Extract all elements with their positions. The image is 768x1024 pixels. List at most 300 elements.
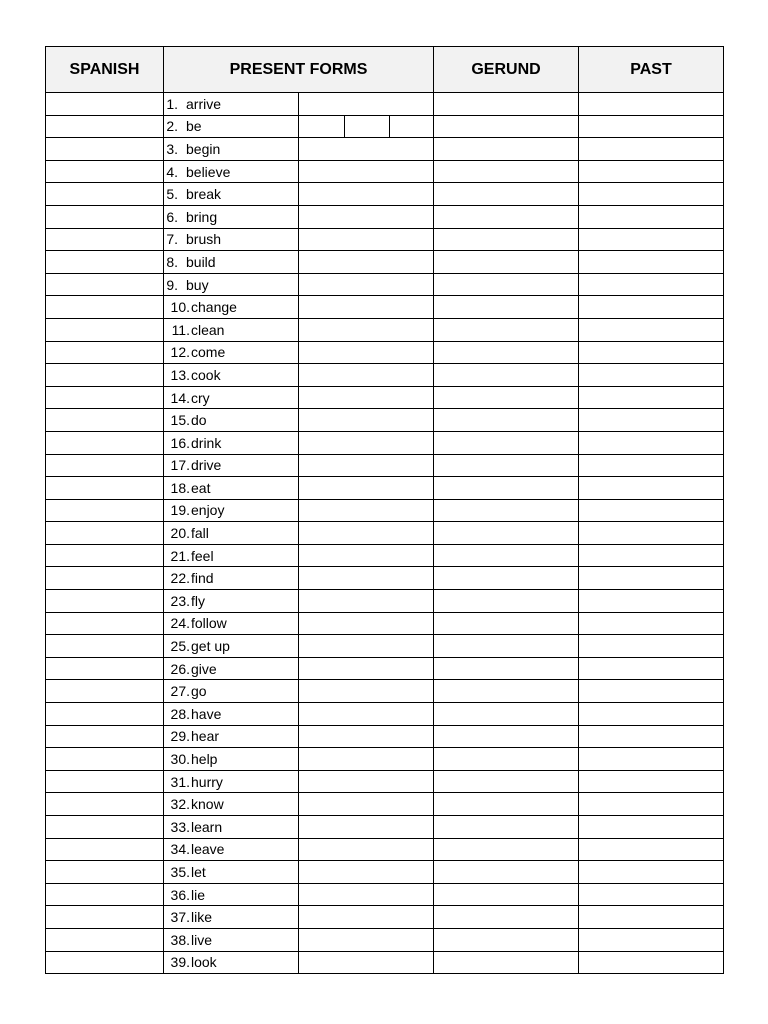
past-answer-cell[interactable]	[579, 657, 724, 680]
verb-cell	[164, 409, 299, 432]
present-form-answer-cell[interactable]	[299, 883, 434, 906]
spanish-answer-cell[interactable]	[46, 273, 164, 296]
verb-cell	[164, 160, 299, 183]
verb-cell	[164, 703, 299, 726]
gerund-answer-cell[interactable]	[434, 861, 579, 884]
verb-word: lie	[191, 886, 206, 903]
spanish-answer-cell[interactable]	[46, 951, 164, 974]
gerund-answer-cell[interactable]	[434, 251, 579, 274]
verb-cell	[164, 296, 299, 319]
verb-number: 14.	[170, 389, 190, 406]
spanish-answer-cell[interactable]	[46, 567, 164, 590]
present-form-answer-cell[interactable]	[299, 499, 434, 522]
present-form-answer-cell[interactable]	[299, 657, 434, 680]
present-form-answer-cell[interactable]	[299, 861, 434, 884]
verb-word: give	[191, 660, 217, 677]
verb-cell	[164, 477, 299, 500]
table-row	[46, 138, 724, 161]
present-form-answer-cell[interactable]	[299, 635, 434, 658]
verb-word: know	[191, 796, 224, 813]
gerund-answer-cell[interactable]	[434, 883, 579, 906]
table-row	[46, 522, 724, 545]
verb-number: 20.	[170, 525, 190, 542]
table-row	[46, 364, 724, 387]
spanish-answer-cell[interactable]	[46, 160, 164, 183]
verb-word: live	[191, 931, 213, 948]
spanish-answer-cell[interactable]	[46, 205, 164, 228]
verb-word: look	[191, 954, 217, 971]
spanish-answer-cell[interactable]	[46, 341, 164, 364]
table-row	[46, 115, 724, 138]
present-form-answer-cell[interactable]	[299, 318, 434, 341]
present-form-answer-cell[interactable]	[299, 748, 434, 771]
gerund-answer-cell[interactable]	[434, 409, 579, 432]
table-row	[46, 183, 724, 206]
verb-word: do	[191, 412, 207, 429]
verb-cell	[164, 635, 299, 658]
past-answer-cell[interactable]	[579, 816, 724, 839]
verb-number: 5.	[166, 186, 178, 203]
verb-number: 13.	[170, 366, 190, 383]
verb-cell	[164, 657, 299, 680]
verb-cell	[164, 725, 299, 748]
verb-number: 24.	[170, 615, 190, 632]
spanish-answer-cell[interactable]	[46, 386, 164, 409]
gerund-answer-cell[interactable]	[434, 454, 579, 477]
spanish-answer-cell[interactable]	[46, 635, 164, 658]
header-row	[46, 47, 724, 93]
gerund-answer-cell[interactable]	[434, 906, 579, 929]
spanish-answer-cell[interactable]	[46, 115, 164, 138]
past-answer-cell[interactable]	[579, 205, 724, 228]
table-row	[46, 409, 724, 432]
verb-number: 11.	[171, 321, 190, 338]
past-answer-cell[interactable]	[579, 906, 724, 929]
gerund-answer-cell[interactable]	[434, 951, 579, 974]
spanish-answer-cell[interactable]	[46, 183, 164, 206]
spanish-answer-cell[interactable]	[46, 928, 164, 951]
past-answer-cell[interactable]	[579, 951, 724, 974]
verb-number: 28.	[170, 705, 190, 722]
verb-cell	[164, 138, 299, 161]
present-form-answer-cell[interactable]	[299, 567, 434, 590]
spanish-answer-cell[interactable]	[46, 499, 164, 522]
spanish-answer-cell[interactable]	[46, 680, 164, 703]
past-answer-cell[interactable]	[579, 409, 724, 432]
gerund-answer-cell[interactable]	[434, 386, 579, 409]
table-row	[46, 838, 724, 861]
verb-word: cook	[191, 366, 221, 383]
table-row	[46, 951, 724, 974]
present-form-answer-cell[interactable]	[299, 205, 434, 228]
present-form-answer-cell[interactable]	[299, 770, 434, 793]
table-row	[46, 725, 724, 748]
gerund-answer-cell[interactable]	[434, 928, 579, 951]
verb-number: 22.	[170, 570, 190, 587]
past-answer-cell[interactable]	[579, 635, 724, 658]
verb-number: 39.	[170, 954, 190, 971]
verb-cell	[164, 612, 299, 635]
verb-cell	[164, 273, 299, 296]
verb-word: go	[191, 683, 207, 700]
present-form-answer-cell[interactable]	[299, 409, 434, 432]
verb-cell	[164, 318, 299, 341]
verb-number: 38.	[170, 931, 190, 948]
verb-cell	[164, 838, 299, 861]
gerund-answer-cell[interactable]	[434, 567, 579, 590]
verb-number: 25.	[170, 638, 190, 655]
past-answer-cell[interactable]	[579, 861, 724, 884]
spanish-answer-cell[interactable]	[46, 770, 164, 793]
verb-number: 21.	[170, 547, 190, 564]
verb-word: enjoy	[191, 502, 225, 519]
verb-number: 26.	[170, 660, 190, 677]
present-form-answer-cell[interactable]	[299, 138, 434, 161]
verb-cell	[164, 205, 299, 228]
verb-cell	[164, 544, 299, 567]
gerund-answer-cell[interactable]	[434, 770, 579, 793]
past-answer-cell[interactable]	[579, 386, 724, 409]
past-answer-cell[interactable]	[579, 364, 724, 387]
verb-word: clean	[191, 321, 225, 338]
header-spanish: SPANISH	[46, 47, 164, 93]
spanish-answer-cell[interactable]	[46, 138, 164, 161]
past-answer-cell[interactable]	[579, 454, 724, 477]
spanish-answer-cell[interactable]	[46, 838, 164, 861]
spanish-answer-cell[interactable]	[46, 477, 164, 500]
verb-number: 37.	[170, 909, 190, 926]
table-row	[46, 816, 724, 839]
verb-cell	[164, 883, 299, 906]
table-row	[46, 477, 724, 500]
past-answer-cell[interactable]	[579, 928, 724, 951]
table-row	[46, 906, 724, 929]
gerund-answer-cell[interactable]	[434, 160, 579, 183]
gerund-answer-cell[interactable]	[434, 838, 579, 861]
past-answer-cell[interactable]	[579, 838, 724, 861]
verb-word: arrive	[186, 95, 222, 112]
present-form-answer-cell[interactable]	[299, 951, 434, 974]
past-answer-cell[interactable]	[579, 793, 724, 816]
table-row	[46, 883, 724, 906]
gerund-answer-cell[interactable]	[434, 341, 579, 364]
present-form-answer-cell[interactable]	[299, 431, 434, 454]
gerund-answer-cell[interactable]	[434, 748, 579, 771]
spanish-answer-cell[interactable]	[46, 906, 164, 929]
verb-word: hurry	[191, 773, 223, 790]
present-form-answer-cell[interactable]	[299, 341, 434, 364]
verb-number: 17.	[170, 457, 190, 474]
table-row	[46, 160, 724, 183]
verb-word: learn	[191, 818, 223, 835]
verb-number: 15.	[170, 412, 190, 429]
gerund-answer-cell[interactable]	[434, 544, 579, 567]
table-row	[46, 296, 724, 319]
present-form-answer-cell[interactable]	[299, 273, 434, 296]
verb-word: fall	[191, 525, 209, 542]
past-answer-cell[interactable]	[579, 522, 724, 545]
spanish-answer-cell[interactable]	[46, 296, 164, 319]
gerund-answer-cell[interactable]	[434, 296, 579, 319]
past-answer-cell[interactable]	[579, 183, 724, 206]
cell-divider	[389, 116, 390, 138]
present-form-answer-cell[interactable]	[299, 93, 434, 116]
present-form-answer-cell[interactable]	[299, 816, 434, 839]
past-answer-cell[interactable]	[579, 612, 724, 635]
past-answer-cell[interactable]	[579, 680, 724, 703]
verb-number: 3.	[166, 140, 178, 157]
verb-cell	[164, 454, 299, 477]
past-answer-cell[interactable]	[579, 477, 724, 500]
verb-cell	[164, 431, 299, 454]
table-row	[46, 657, 724, 680]
past-answer-cell[interactable]	[579, 748, 724, 771]
spanish-answer-cell[interactable]	[46, 318, 164, 341]
table-row	[46, 928, 724, 951]
verb-number: 18.	[170, 479, 190, 496]
present-form-answer-cell[interactable]	[299, 183, 434, 206]
gerund-answer-cell[interactable]	[434, 635, 579, 658]
past-answer-cell[interactable]	[579, 590, 724, 613]
table-row	[46, 273, 724, 296]
present-form-answer-cell[interactable]	[299, 906, 434, 929]
past-answer-cell[interactable]	[579, 115, 724, 138]
spanish-answer-cell[interactable]	[46, 409, 164, 432]
verb-number: 10.	[170, 299, 190, 316]
spanish-answer-cell[interactable]	[46, 725, 164, 748]
past-answer-cell[interactable]	[579, 318, 724, 341]
present-form-answer-cell[interactable]	[299, 544, 434, 567]
verb-word: hear	[191, 728, 220, 745]
present-form-answer-cell[interactable]	[299, 725, 434, 748]
present-form-answer-cell[interactable]	[299, 477, 434, 500]
present-form-answer-cell[interactable]	[299, 590, 434, 613]
present-form-answer-cell[interactable]	[299, 703, 434, 726]
verb-word: get up	[191, 638, 230, 655]
verb-cell	[164, 793, 299, 816]
verb-cell	[164, 183, 299, 206]
gerund-answer-cell[interactable]	[434, 115, 579, 138]
verb-number: 33.	[170, 818, 190, 835]
present-form-answer-cell[interactable]	[299, 296, 434, 319]
gerund-answer-cell[interactable]	[434, 205, 579, 228]
header-gerund: GERUND	[434, 47, 579, 93]
spanish-answer-cell[interactable]	[46, 251, 164, 274]
verb-cell	[164, 251, 299, 274]
verb-number: 32.	[170, 796, 190, 813]
present-form-answer-cell[interactable]	[299, 115, 434, 138]
present-form-answer-cell[interactable]	[299, 793, 434, 816]
gerund-answer-cell[interactable]	[434, 703, 579, 726]
spanish-answer-cell[interactable]	[46, 703, 164, 726]
gerund-answer-cell[interactable]	[434, 590, 579, 613]
verb-number: 27.	[170, 683, 190, 700]
verb-cell	[164, 341, 299, 364]
spanish-answer-cell[interactable]	[46, 522, 164, 545]
spanish-answer-cell[interactable]	[46, 228, 164, 251]
verb-word: feel	[191, 547, 214, 564]
spanish-answer-cell[interactable]	[46, 544, 164, 567]
past-answer-cell[interactable]	[579, 883, 724, 906]
past-answer-cell[interactable]	[579, 228, 724, 251]
gerund-answer-cell[interactable]	[434, 93, 579, 116]
table-row	[46, 341, 724, 364]
table-row	[46, 251, 724, 274]
table-row	[46, 703, 724, 726]
verb-word: have	[191, 705, 222, 722]
verb-number: 34.	[170, 841, 190, 858]
verb-number: 6.	[166, 208, 178, 225]
spanish-answer-cell[interactable]	[46, 590, 164, 613]
gerund-answer-cell[interactable]	[434, 612, 579, 635]
gerund-answer-cell[interactable]	[434, 816, 579, 839]
gerund-answer-cell[interactable]	[434, 522, 579, 545]
present-form-answer-cell[interactable]	[299, 838, 434, 861]
spanish-answer-cell[interactable]	[46, 454, 164, 477]
verb-word: begin	[186, 140, 221, 157]
verb-number: 16.	[170, 434, 190, 451]
present-form-answer-cell[interactable]	[299, 612, 434, 635]
gerund-answer-cell[interactable]	[434, 138, 579, 161]
verb-table	[45, 46, 724, 974]
verb-cell	[164, 748, 299, 771]
verb-number: 9.	[166, 276, 178, 293]
gerund-answer-cell[interactable]	[434, 680, 579, 703]
gerund-answer-cell[interactable]	[434, 183, 579, 206]
cell-divider	[344, 116, 345, 138]
verb-number: 7.	[166, 231, 178, 248]
spanish-answer-cell[interactable]	[46, 748, 164, 771]
table-row	[46, 499, 724, 522]
spanish-answer-cell[interactable]	[46, 431, 164, 454]
gerund-answer-cell[interactable]	[434, 431, 579, 454]
table-row	[46, 205, 724, 228]
verb-cell	[164, 906, 299, 929]
verb-word: leave	[191, 841, 225, 858]
gerund-answer-cell[interactable]	[434, 318, 579, 341]
table-row	[46, 567, 724, 590]
gerund-answer-cell[interactable]	[434, 499, 579, 522]
verb-number: 1.	[166, 95, 178, 112]
verb-word: be	[186, 118, 202, 135]
verb-word: find	[191, 570, 214, 587]
spanish-answer-cell[interactable]	[46, 883, 164, 906]
spanish-answer-cell[interactable]	[46, 612, 164, 635]
verb-word: buy	[186, 276, 209, 293]
verb-number: 30.	[170, 751, 190, 768]
table-row	[46, 386, 724, 409]
table-row	[46, 612, 724, 635]
present-form-answer-cell[interactable]	[299, 928, 434, 951]
past-answer-cell[interactable]	[579, 160, 724, 183]
verb-number: 4.	[166, 163, 178, 180]
table-row	[46, 635, 724, 658]
verb-word: like	[191, 909, 213, 926]
header-past: PAST	[579, 47, 724, 93]
gerund-answer-cell[interactable]	[434, 725, 579, 748]
present-form-answer-cell[interactable]	[299, 522, 434, 545]
verb-word: change	[191, 299, 237, 316]
spanish-answer-cell[interactable]	[46, 93, 164, 116]
past-answer-cell[interactable]	[579, 770, 724, 793]
spanish-answer-cell[interactable]	[46, 793, 164, 816]
verb-cell	[164, 499, 299, 522]
past-answer-cell[interactable]	[579, 273, 724, 296]
verb-cell	[164, 770, 299, 793]
present-form-answer-cell[interactable]	[299, 228, 434, 251]
table-row	[46, 93, 724, 116]
gerund-answer-cell[interactable]	[434, 273, 579, 296]
gerund-answer-cell[interactable]	[434, 364, 579, 387]
table-row	[46, 770, 724, 793]
table-row	[46, 431, 724, 454]
table-row	[46, 793, 724, 816]
verb-cell	[164, 522, 299, 545]
verb-number: 19.	[170, 502, 190, 519]
verb-number: 23.	[170, 592, 190, 609]
spanish-answer-cell[interactable]	[46, 816, 164, 839]
table-row	[46, 318, 724, 341]
gerund-answer-cell[interactable]	[434, 793, 579, 816]
verb-word: believe	[186, 163, 231, 180]
verb-word: follow	[191, 615, 227, 632]
present-form-answer-cell[interactable]	[299, 454, 434, 477]
past-answer-cell[interactable]	[579, 138, 724, 161]
spanish-answer-cell[interactable]	[46, 364, 164, 387]
table-row	[46, 454, 724, 477]
verb-cell	[164, 115, 299, 138]
past-answer-cell[interactable]	[579, 296, 724, 319]
past-answer-cell[interactable]	[579, 431, 724, 454]
gerund-answer-cell[interactable]	[434, 477, 579, 500]
verb-number: 29.	[170, 728, 190, 745]
present-form-answer-cell[interactable]	[299, 160, 434, 183]
gerund-answer-cell[interactable]	[434, 228, 579, 251]
verb-word: help	[191, 751, 218, 768]
verb-cell	[164, 93, 299, 116]
table-row	[46, 544, 724, 567]
present-form-answer-cell[interactable]	[299, 364, 434, 387]
gerund-answer-cell[interactable]	[434, 657, 579, 680]
spanish-answer-cell[interactable]	[46, 657, 164, 680]
verb-cell	[164, 928, 299, 951]
verb-word: drive	[191, 457, 222, 474]
past-answer-cell[interactable]	[579, 341, 724, 364]
verb-word: break	[186, 186, 222, 203]
verb-cell	[164, 680, 299, 703]
past-answer-cell[interactable]	[579, 544, 724, 567]
present-form-answer-cell[interactable]	[299, 251, 434, 274]
verb-cell	[164, 590, 299, 613]
verb-word: drink	[191, 434, 222, 451]
verb-word: eat	[191, 479, 211, 496]
present-form-answer-cell[interactable]	[299, 680, 434, 703]
past-answer-cell[interactable]	[579, 567, 724, 590]
verb-cell	[164, 567, 299, 590]
past-answer-cell[interactable]	[579, 703, 724, 726]
verb-cell	[164, 816, 299, 839]
past-answer-cell[interactable]	[579, 93, 724, 116]
past-answer-cell[interactable]	[579, 499, 724, 522]
present-form-answer-cell[interactable]	[299, 386, 434, 409]
verb-number: 8.	[166, 253, 178, 270]
verb-cell	[164, 951, 299, 974]
past-answer-cell[interactable]	[579, 725, 724, 748]
spanish-answer-cell[interactable]	[46, 861, 164, 884]
verb-number: 2.	[166, 118, 178, 135]
past-answer-cell[interactable]	[579, 251, 724, 274]
table-row	[46, 228, 724, 251]
